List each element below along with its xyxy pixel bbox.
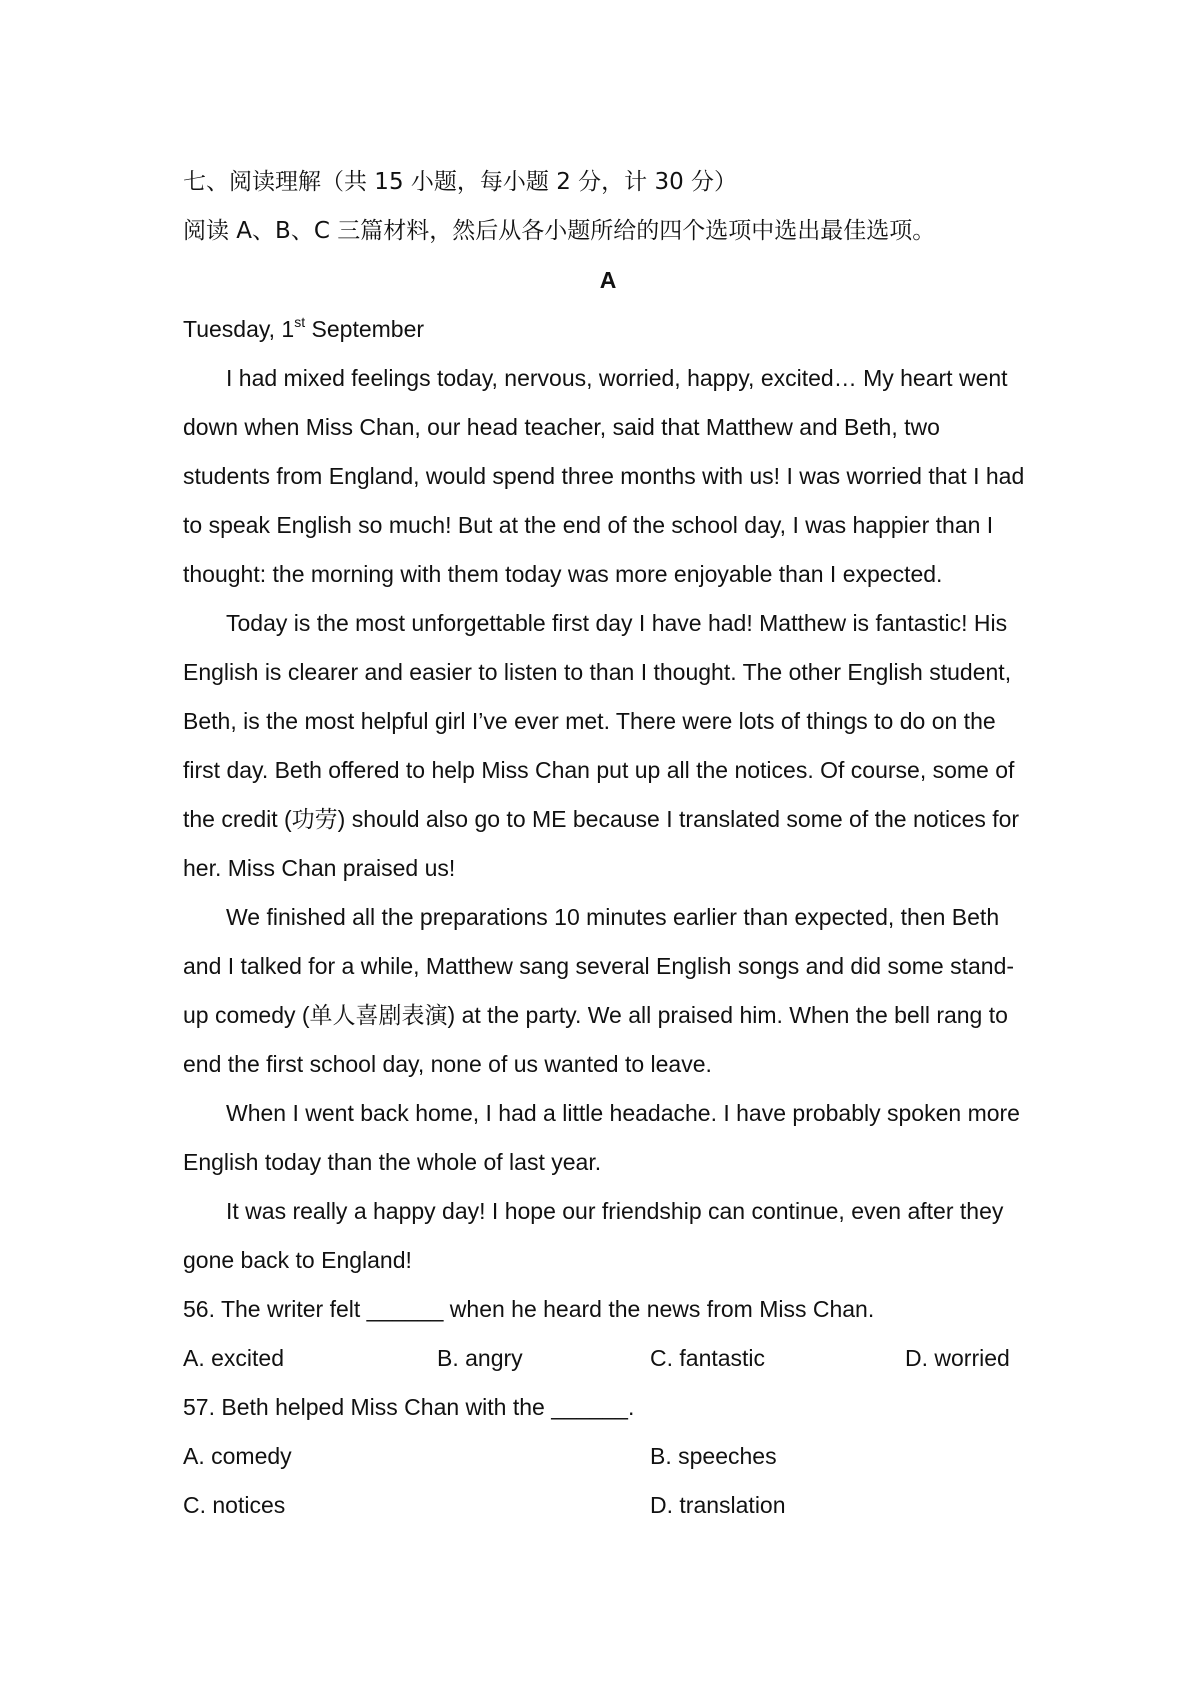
question-57-option-a: A. comedy bbox=[183, 1443, 292, 1469]
question-57-option-b: B. speeches bbox=[650, 1443, 777, 1469]
question-57-options-row-2 bbox=[183, 1481, 1033, 1530]
passage-paragraph-4: When I went back home, I had a little headache. I have probably spoken more English today than the whole of last year. bbox=[183, 1100, 1020, 1175]
passage-paragraph-2: Today is the most unforgettable first day I have had! Matthew is fantastic! His English is clearer and easier to listen to than I thought. The other English student, Beth, is the most helpful girl I’ve ever met. There were lots of things to do on the first day. Beth offered to help Miss Chan put up all the notices. Of course, some of the credit (功劳) should also go to ME because I translated some of the notices for her. Miss Chan praised us! bbox=[183, 610, 1020, 881]
date-day: Tuesday, 1 bbox=[183, 316, 295, 342]
passage-paragraph-1: I had mixed feelings today, nervous, worried, happy, excited… My heart went down when Miss Chan, our head teacher, said that Matthew and Beth, two students from England, would spend three months with us! I was worried that I had to speak English so much! But at the end of the school day, I was happier than I thought: the morning with them today was more enjoyable than I expected. bbox=[183, 365, 1025, 587]
date-month: September bbox=[305, 316, 425, 342]
question-57-option-d: D. translation bbox=[650, 1492, 786, 1518]
document-page bbox=[183, 158, 1033, 1530]
question-56-option-d: D. worried bbox=[905, 1345, 1010, 1371]
passage-label: A bbox=[599, 267, 617, 293]
question-56-option-c: C. fantastic bbox=[650, 1345, 766, 1371]
diary-date bbox=[183, 305, 1033, 354]
date-ordinal-suffix: st bbox=[294, 314, 306, 330]
section-instruction: 阅读 A、B、C 三篇材料，然后从各小题所给的四个选项中选出最佳选项。 bbox=[183, 218, 936, 244]
question-57-options-row-1 bbox=[183, 1432, 1033, 1481]
passage-paragraph-3: We finished all the preparations 10 minutes earlier than expected, then Beth and I talked for a while, Matthew sang several English songs and did some stand-up comedy (单人喜剧表演) at the party. We all praised him. When the bell rang to end the first school day, none of us wanted to leave. bbox=[183, 904, 1015, 1077]
question-56-option-b: B. angry bbox=[437, 1345, 523, 1371]
section-heading: 七、阅读理解（共 15 小题，每小题 2 分，计 30 分） bbox=[183, 169, 738, 195]
question-57-option-c: C. notices bbox=[183, 1492, 286, 1518]
question-56-stem: 56. The writer felt ______ when he heard the news from Miss Chan. bbox=[183, 1296, 875, 1322]
question-57-stem: 57. Beth helped Miss Chan with the ______. bbox=[183, 1394, 635, 1420]
question-56-option-a: A. excited bbox=[183, 1345, 284, 1371]
passage-paragraph-5: It was really a happy day! I hope our friendship can continue, even after they gone back to England! bbox=[183, 1198, 1004, 1273]
question-56-options bbox=[183, 1334, 1033, 1383]
